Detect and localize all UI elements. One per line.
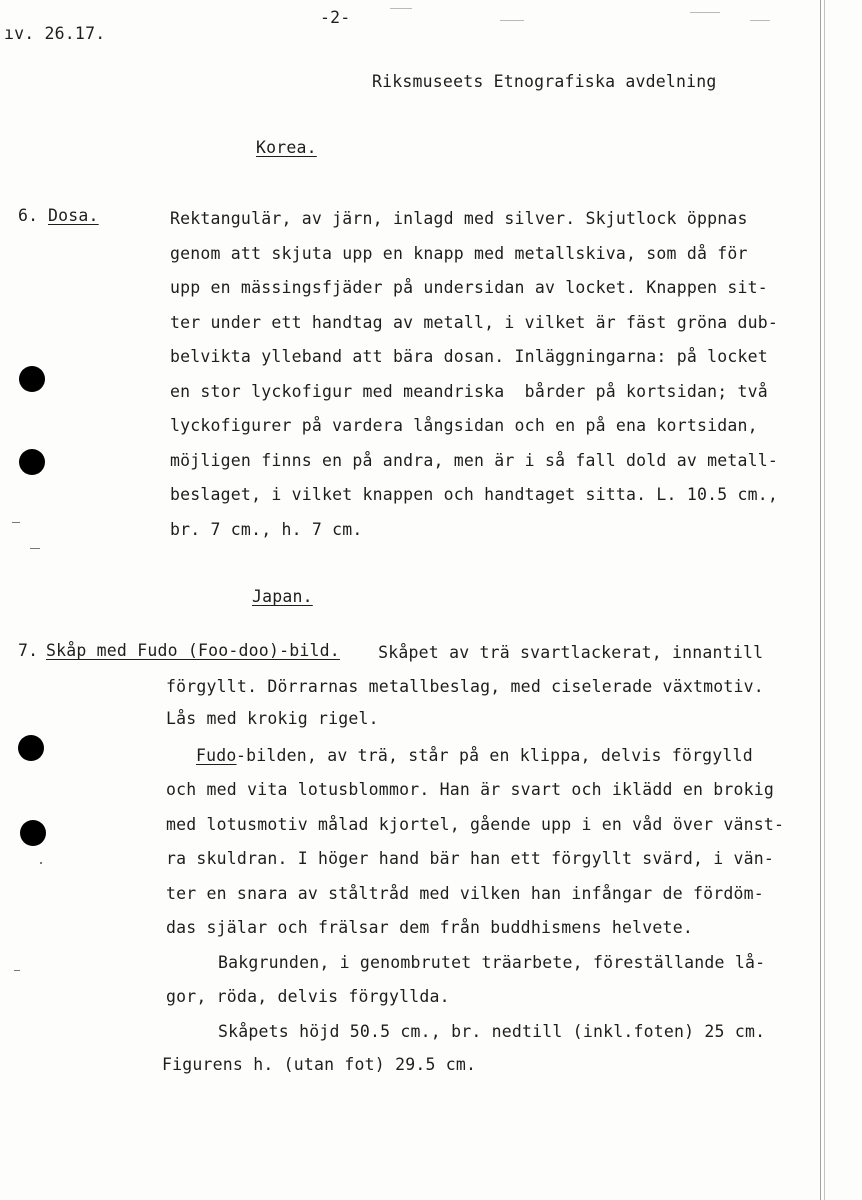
text-line: förgyllt. Dörrarnas metallbeslag, med ciselerade växtmotiv.	[166, 677, 764, 696]
item-number: 6.	[18, 206, 39, 225]
reference-number: ıv. 26.17.	[4, 24, 106, 43]
punch-hole	[18, 735, 44, 761]
text-line: Figurens h. (utan fot) 29.5 cm.	[162, 1055, 477, 1074]
text-line: -bilden, av trä, står på en klippa, delvis förgylld	[236, 746, 753, 765]
text-line: Rektangulär, av järn, inlagd med silver. Skjutlock öppnas	[170, 209, 748, 228]
scan-speck	[12, 522, 20, 523]
text-line: beslaget, i vilket knappen och handtaget sitta. L. 10.5 cm.,	[170, 485, 779, 504]
text-line: Skåpets höjd 50.5 cm., br. nedtill (inkl.foten) 25 cm.	[218, 1022, 766, 1041]
item-number: 7.	[18, 641, 39, 660]
text-line: och med vita lotusblommor. Han är svart och iklädd en brokig	[166, 780, 775, 799]
text-line: en stor lyckofigur med meandriska bårder på kortsidan; två	[170, 382, 768, 401]
text-line: Skåpet av trä svartlackerat, innantill	[368, 643, 764, 662]
text-line: gor, röda, delvis förgyllda.	[166, 987, 450, 1006]
scan-speck	[390, 8, 412, 9]
scan-speck	[750, 20, 770, 21]
museum-heading: Riksmuseets Etnografiska avdelning	[372, 72, 717, 91]
section-heading-japan: Japan.	[252, 587, 313, 606]
section-heading-korea: Korea.	[256, 138, 317, 157]
punch-hole	[20, 820, 46, 846]
scan-edge	[818, 0, 828, 1200]
scan-speck	[500, 20, 524, 21]
fudo-lead: Fudo	[196, 746, 237, 765]
text-line: br. 7 cm., h. 7 cm.	[170, 520, 363, 539]
text-line: upp en mässingsfjäder på undersidan av locket. Knappen sit-	[170, 278, 768, 297]
scan-speck	[14, 970, 20, 971]
punch-hole	[19, 449, 45, 475]
text-line: ter under ett handtag av metall, i vilket är fäst gröna dub-	[170, 313, 779, 332]
text-line: genom att skjuta upp en knapp med metallskiva, som då för	[170, 244, 748, 263]
scan-speck	[40, 862, 42, 864]
text-line: ter en snara av ståltråd med vilken han infångar de fördöm-	[166, 884, 764, 903]
text-line: das själar och frälsar dem från buddhismens helvete.	[166, 918, 693, 937]
text-line: med lotusmotiv målad kjortel, gående upp i en våd över vänst-	[166, 815, 785, 834]
text-line: ra skuldran. I höger hand bär han ett förgyllt svärd, i vän-	[166, 849, 775, 868]
text-line: lyckofigurer på vardera långsidan och en på ena kortsidan,	[170, 416, 758, 435]
text-line: belvikta ylleband att bära dosan. Inläggningarna: på locket	[170, 347, 768, 366]
text-line: möjligen finns en på andra, men är i så fall dold av metall-	[170, 451, 779, 470]
punch-hole	[19, 366, 45, 392]
scan-speck	[690, 12, 720, 13]
text-line: Bakgrunden, i genombrutet träarbete, föreställande lå-	[218, 953, 766, 972]
item-title: Dosa.	[48, 206, 99, 225]
item-title: Skåp med Fudo (Foo-doo)-bild.	[46, 641, 340, 660]
text-line: Lås med krokig rigel.	[166, 709, 379, 728]
page-number: -2-	[320, 8, 351, 27]
scan-speck	[30, 548, 40, 549]
